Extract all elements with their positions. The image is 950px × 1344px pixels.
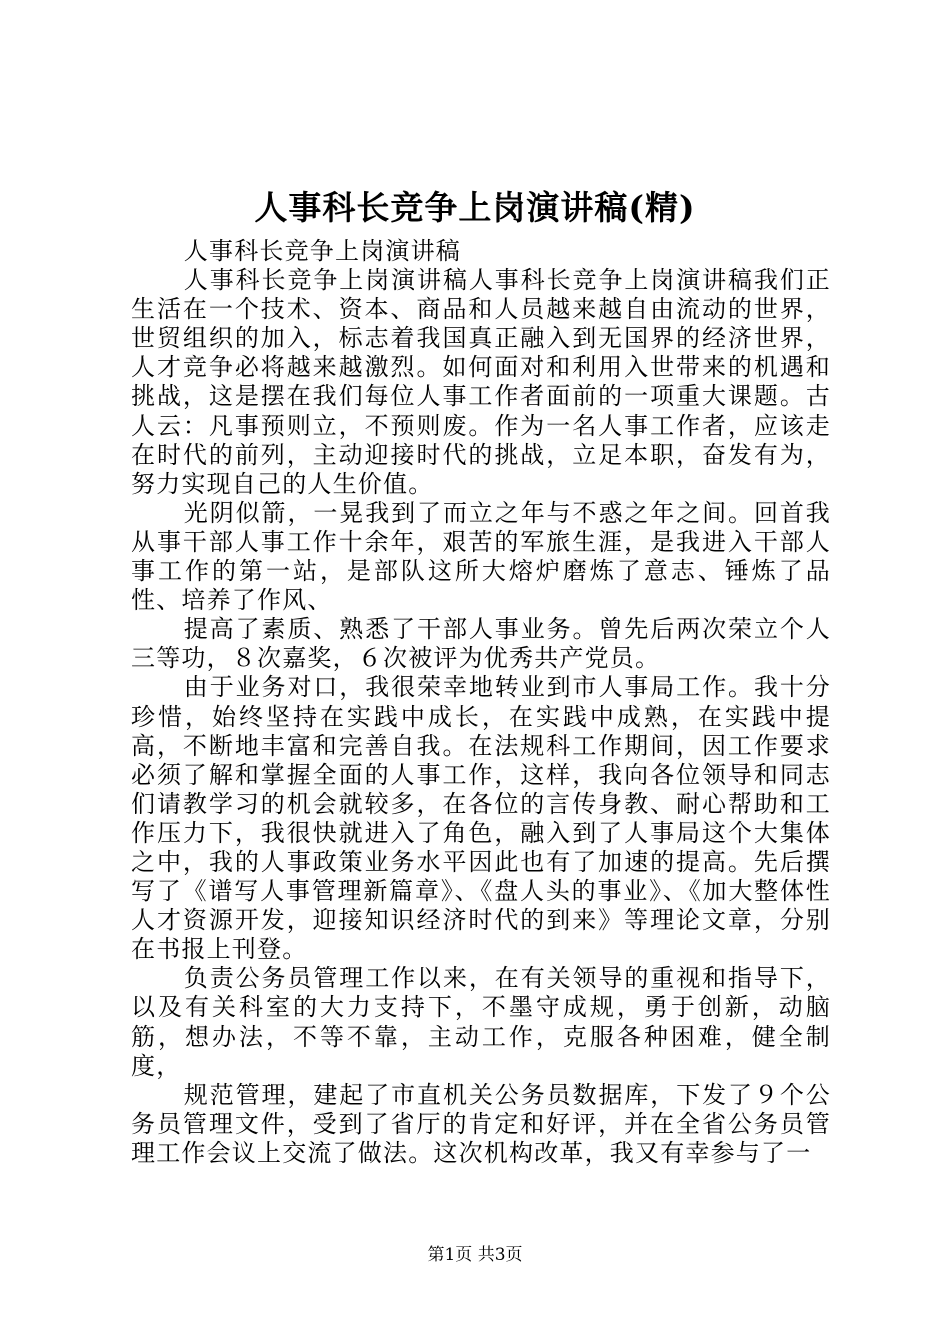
paragraph: 负责公务员管理工作以来，在有关领导的重视和指导下，以及有关科室的大力支持下，不墨守成规，勇于创新，动脑筋，想办法，不等不靠，主动工作，克服各种困难，健全制度，: [131, 964, 831, 1080]
paragraph: 规范管理，建起了市直机关公务员数据库，下发了９个公务员管理文件，受到了省厅的肯定和好评，并在全省公务员管理工作会议上交流了做法。这次机构改革，我又有幸参与了一: [131, 1080, 831, 1167]
document-title: 人事科长竞争上岗演讲稿(精): [254, 188, 696, 227]
document-body: [131, 237, 831, 1168]
paragraph: 由于业务对口，我很荣幸地转业到市人事局工作。我十分珍惜，始终坚持在实践中成长，在实践中成熟，在实践中提高，不断地丰富和完善自我。在法规科工作期间，因工作要求必须了解和掌握全面的人事工作，这样，我向各位领导和同志们请教学习的机会就较多，在各位的言传身教、耐心帮助和工作压力下，我很快就进入了角色，融入到了人事局这个大集体之中，我的人事政策业务水平因此也有了加速的提高。先后撰写了《谱写人事管理新篇章》、《盘人头的事业》、《加大整体性人才资源开发，迎接知识经济时代的到来》等理论文章，分别在书报上刊登。: [131, 673, 831, 964]
paragraph: 人事科长竞争上岗演讲稿人事科长竞争上岗演讲稿我们正生活在一个技术、资本、商品和人员越来越自由流动的世界，世贸组织的加入，标志着我国真正融入到无国界的经济世界，人才竞争必将越来越激烈。如何面对和利用入世带来的机遇和挑战，这是摆在我们每位人事工作者面前的一项重大课题。古人云：凡事预则立，不预则废。作为一名人事工作者，应该走在时代的前列，主动迎接时代的挑战，立足本职，奋发有为，努力实现自己的人生价值。: [131, 266, 831, 498]
page-footer: 第1页 共3页: [427, 1245, 523, 1265]
paragraph-subtitle: 人事科长竞争上岗演讲稿: [183, 237, 461, 265]
paragraph: 光阴似箭，一晃我到了而立之年与不惑之年之间。回首我从事干部人事工作十余年，艰苦的军旅生涯，是我进入干部人事工作的第一站，是部队这所大熔炉磨炼了意志、锤炼了品性、培养了作风、: [131, 498, 831, 615]
paragraph: 提高了素质、熟悉了干部人事业务。曾先后两次荣立个人三等功，８次嘉奖，６次被评为优秀共产党员。: [131, 615, 831, 673]
